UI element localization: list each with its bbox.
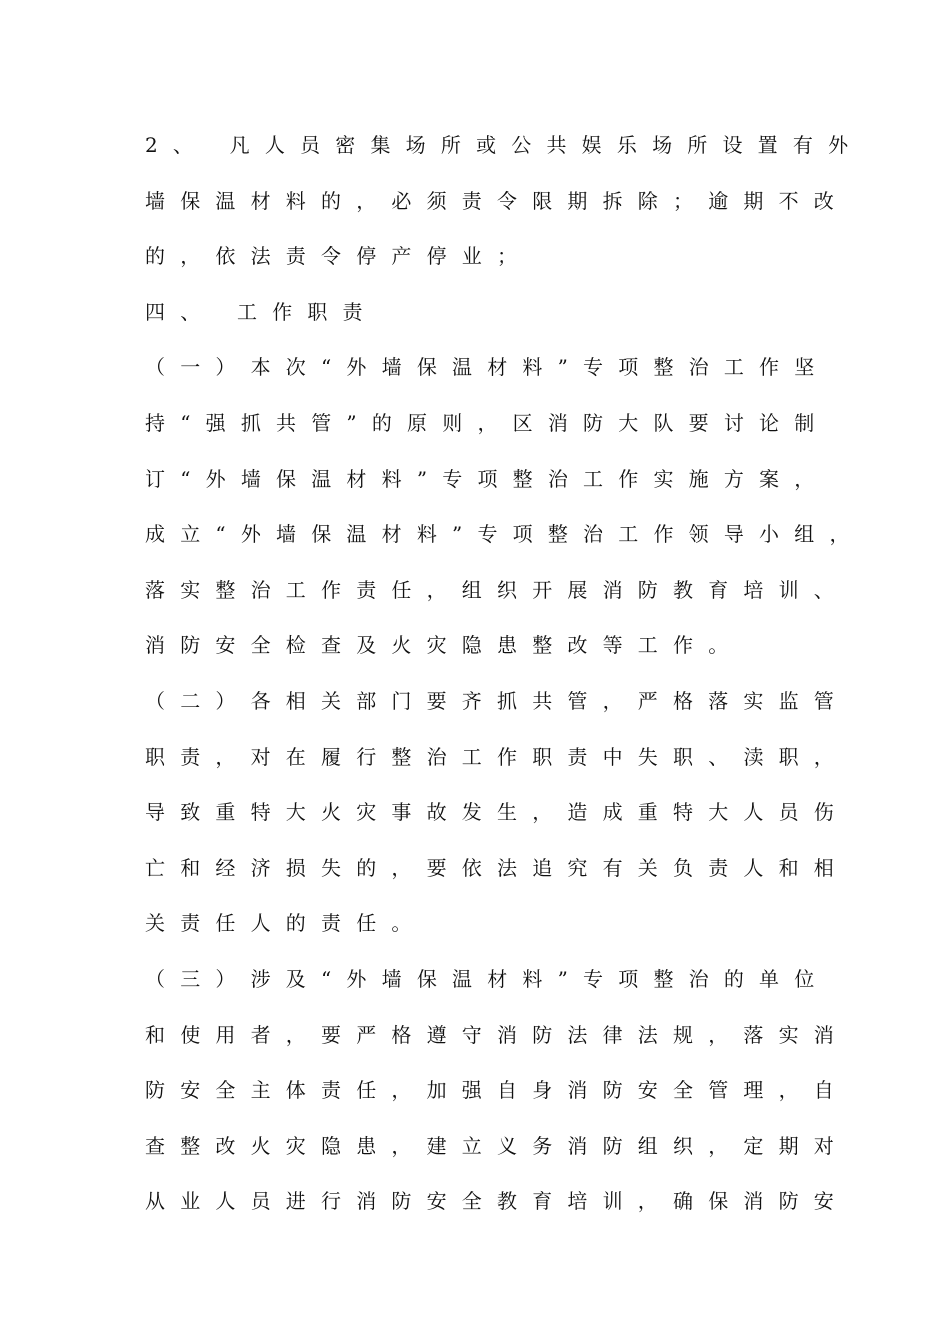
text-line: 落实整治工作责任，组织开展消防教育培训、 bbox=[145, 578, 849, 602]
text-line: 消防安全检查及火灾隐患整改等工作。 bbox=[145, 633, 744, 657]
text-line: 关责任人的责任。 bbox=[145, 911, 427, 935]
text-line: 职责，对在履行整治工作职责中失职、渎职， bbox=[145, 745, 849, 769]
section-heading: 四、 工作职责 bbox=[145, 300, 378, 324]
text-line: （三）涉及“外墙保温材料”专项整治的单位 bbox=[145, 967, 830, 991]
text-line: 墙保温材料的，必须责令限期拆除；逾期不改 bbox=[145, 189, 849, 213]
text-line: 从业人员进行消防安全教育培训，确保消防安 bbox=[145, 1189, 849, 1213]
text-line: 2、 凡人员密集场所或公共娱乐场所设置有外 bbox=[145, 133, 864, 157]
text-line: （二）各相关部门要齐抓共管，严格落实监管 bbox=[145, 689, 849, 713]
text-line: 查整改火灾隐患，建立义务消防组织，定期对 bbox=[145, 1134, 849, 1158]
text-line: 亡和经济损失的，要依法追究有关负责人和相 bbox=[145, 856, 849, 880]
text-line: 订“外墙保温材料”专项整治工作实施方案， bbox=[145, 467, 830, 491]
text-line: 的，依法责令停产停业； bbox=[145, 244, 533, 268]
text-line: 防安全主体责任，加强自身消防安全管理，自 bbox=[145, 1078, 849, 1102]
text-line: 持“强抓共管”的原则，区消防大队要讨论制 bbox=[145, 411, 830, 435]
text-line: 导致重特大火灾事故发生，造成重特大人员伤 bbox=[145, 800, 849, 824]
text-line: 和使用者，要严格遵守消防法律法规，落实消 bbox=[145, 1023, 849, 1047]
text-line: 成立“外墙保温材料”专项整治工作领导小组， bbox=[145, 522, 865, 546]
text-line: （一）本次“外墙保温材料”专项整治工作坚 bbox=[145, 355, 830, 379]
